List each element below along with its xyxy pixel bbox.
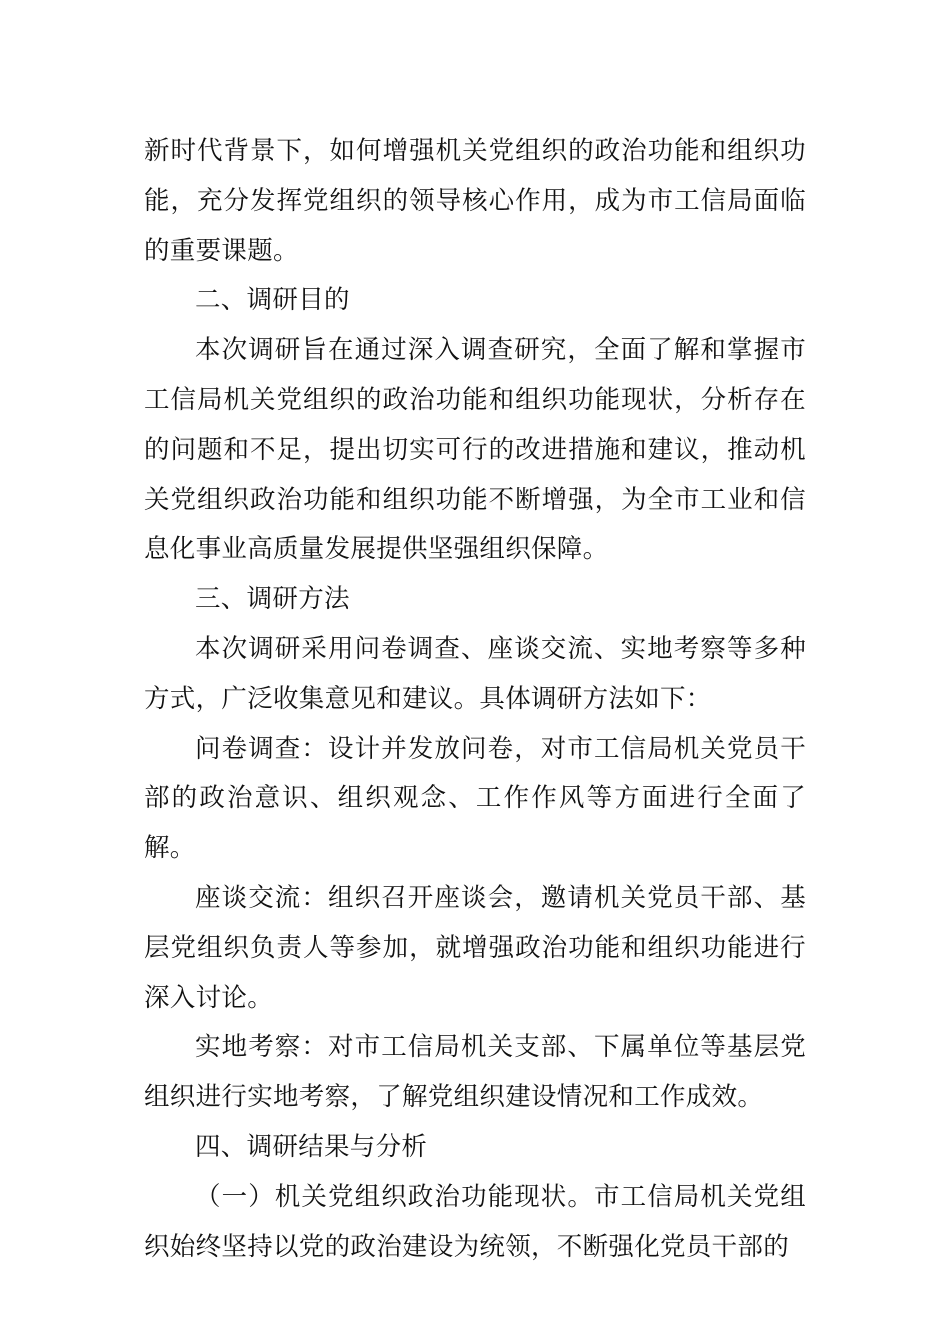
document-body [144, 127, 806, 1272]
paragraph-context: 新时代背景下，如何增强机关党组织的政治功能和组织功能，充分发挥党组织的领导核心作用，成为市工信局面临的重要课题。 [144, 136, 806, 266]
paragraph-method-field-visit: 实地考察：对市工信局机关支部、下属单位等基层党组织进行实地考察，了解党组织建设情况和工作成效。 [144, 1032, 806, 1113]
paragraph-methods-intro: 本次调研采用问卷调查、座谈交流、实地考察等多种方式，广泛收集意见和建议。具体调研方法如下： [144, 633, 806, 714]
section-heading-purpose: 二、调研目的 [195, 285, 350, 316]
paragraph-purpose: 本次调研旨在通过深入调查研究，全面了解和掌握市工信局机关党组织的政治功能和组织功能现状，分析存在的问题和不足，提出切实可行的改进措施和建议，推动机关党组织政治功能和组织功能不断增强，为全市工业和信息化事业高质量发展提供坚强组织保障。 [144, 335, 806, 565]
paragraph-method-questionnaire: 问卷调查：设计并发放问卷，对市工信局机关党员干部的政治意识、组织观念、工作作风等方面进行全面了解。 [144, 733, 806, 864]
paragraph-method-discussion: 座谈交流：组织召开座谈会，邀请机关党员干部、基层党组织负责人等参加，就增强政治功能和组织功能进行深入讨论。 [144, 882, 806, 1013]
section-heading-results: 四、调研结果与分析 [195, 1131, 428, 1162]
paragraph-political-function: （一）机关党组织政治功能现状。市工信局机关党组织始终坚持以党的政治建设为统领，不断强化党员干部的 [144, 1181, 806, 1262]
section-heading-methods: 三、调研方法 [195, 584, 350, 615]
